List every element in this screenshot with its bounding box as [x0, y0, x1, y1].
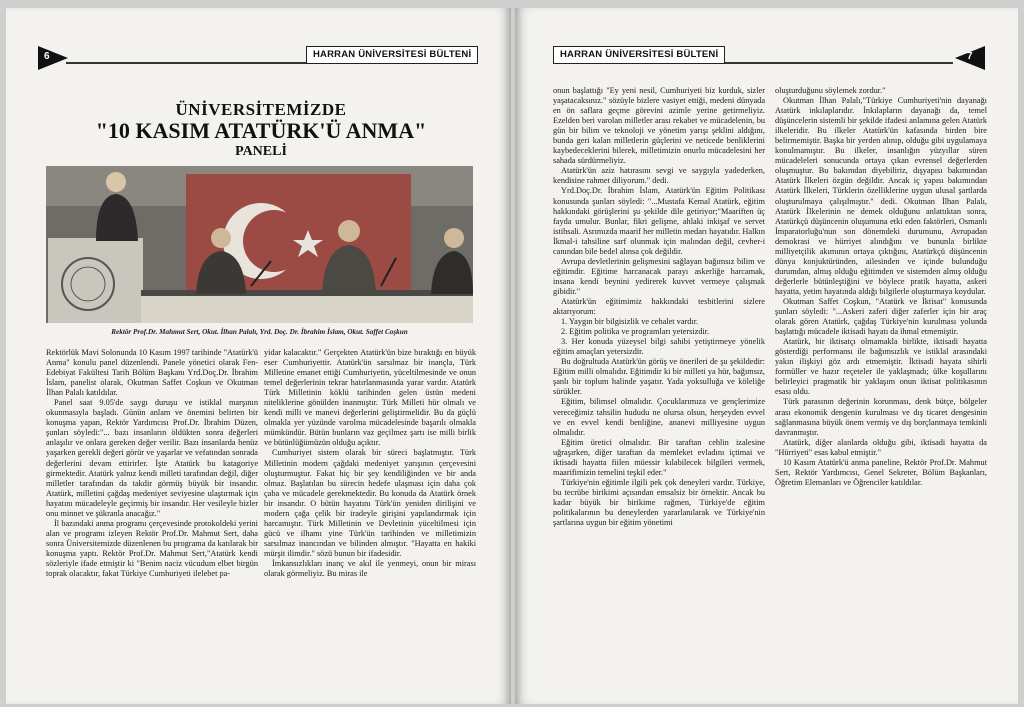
header-rule-right [725, 62, 953, 64]
paragraph: Bu doğrultuda Atatürk'ün görüş ve önerileri de şu şekildedir: Eğitim milli olmalıdır. Eğitimdir ki bir milleti ya hür, bağımsız, şanlı bir toplum halinde yaşatır. Yada yoksulluğa ve köleliğe sürükler. [553, 357, 765, 397]
paragraph: Eğitim üretici olmalıdır. Bir taraftan cehlin izalesine uğraşırken, diğer taraftan da memleket evladını içtimai ve iktisadi hayatta fiilen müessir kılabilecek bilgileri vermek, maarifimizin temelini teşkil eder." [553, 437, 765, 477]
paragraph: 10 Kasım Atatürk'ü anma paneline, Rektör Prof.Dr. Mahmut Sert, Rektör Yardımcısı, Genel Sekreter, Bölüm Başkanları, Öğretim Elemanları ve Öğrenciler katıldılar. [775, 457, 987, 487]
paragraph: Yrd.Doç.Dr. İbrahim İslam, Atatürk'ün Eğitim Politikası konusunda şunları söyledi: "...Mustafa Kemal Atatürk, eğitim hakkındaki görüşlerini şu şekilde dile getiriyor;"Maariften üç fayda umulur. Bunlar, fikri gelişme, ahlaki inkişaf ve servet istihsali. Asrımızda maarif her milletin medarı hayatıdır. Halkın İkmal-i tahsiline sarf olunmak için malından değil, cevher-i canından bile bedel alınsa çok değildir. [553, 186, 765, 256]
paragraph: oluşturduğunu söylemek zordur." [775, 86, 886, 95]
list-item: 2. Eğitim politika ve programları yetersizdir. [561, 327, 710, 337]
paragraph: Okutman İlhan Palalı,"Türkiye Cumhuriyeti'nin dayanağı Atatürk inkılaplarıdır. İnkılapların dayanağı da, temel düşüncelerin sistemli bir şekilde ifadesi anlamına gelen Atatürk ilkeleridir. Bu ilkeler Atatürk'ün kafasında birden bire belirmemiştir. Başka bir yerden alınıp, olduğu gibi uygulamaya konulmamıştır. Bu ilkeler, insanlığın yüzyıllar süren mücadeleleri sonucunda ortaya çıkan evrensel değerlerden oluşmuştur. Bu bakımdan diyebiliriz, dışyapısı bakımından Atatürk İlkeleri özgün değildir. Ancak iç yapısı bakımından Atatürk İlkeleri, Türklerin özelliklerine uygun ulusal şartlarda oluşturulmaya çalışılmıştır." dedi. Okutman İlhan Palalı, Atatürk İlkelerinin ne demek olduğunu anlattıktan sonra, Atatürkçü düşüncenin oluşumuna etki eden faktörleri, Osmanlı İmparatorluğu'nun son dönemdeki durumunu, Avrupadan demokrasi ve hürriyet alındığını ve bununla birlikte milliyetçilik akımının ortaya çıktığını, Atatürkçü düşüncenin dünya konjuktüründen, ailesinden ve içinde bulunduğu durumdan, almış olduğu eğitimden ve sistemden almış olduğu değerlerle bütünleştiğini ve böylece pratik hayatta, askeri hayatta, yetim hayatında aldığı bilgilerle oluşturmaya koydular. [775, 96, 987, 296]
paragraph: Eğitim, bilimsel olmalıdır. Çocuklarımıza ve gençlerimize vereceğimiz tahsilin hududu ne olursa olsun, herşeyden evvel ve en evvel kendi benliğine, ananevi milliyesine uygun olmalıdır. [553, 397, 765, 437]
paragraph: Panel saat 9.05'de saygı duruşu ve istiklal marşının okunmasıyla başladı. Günün anlam ve önemini belirten bir konuşma yapan, Rektör Yardımcısı Prof.Dr. İbrahim Düzen, şunları söyledi:"... bazı insanların öldükten sonra değerleri anlaşılır ve onlara gereken değer verilir. Bazı insanlarda henüz yaşarken gerekli değeri görür ve yaşarlar ve vefatından sonrada değerlerini devam ettirirler. İşte Atatürk bu katagoriye girmektedir. Atatürk yalnız kendi milleti tarafından değil, diğer milletler tarafından da takdir görmüş büyük bir insandır. Atatürk, milletini çağdaş medeniyet seviyesine ulaştırmak için hayatını mücadeleyle geçirmiş bir insandır. Her vesileyle bizler onu minnet ve şükranla anacağız." [46, 398, 258, 518]
page-number-marker-right [955, 46, 985, 70]
page-number-right: 7 [967, 51, 973, 62]
paragraph: Atatürk, bir iktisatçı olmamakla birlikte, iktisadi hayatta gösterdiği performansı ile bağımsızlık ve istiklal arasındaki yakın ilişkiyi göz ardı etmemiştir. İktisadi hayata sihirli formüller ve hazır reçeteler ile yaklaşmadı; ülke koşullarını belirleyici pragmatik bir yaklaşım onun iktisat politikasının esası oldu. [775, 337, 987, 397]
left-page [6, 8, 511, 704]
paragraph: Cumhuriyet sistem olarak bir süreci başlatmıştır. Türk Milletinin modern çağdaki medeniyet yarışının çerçevesini oluşturmuştur. Fakat hiç bir şey kendiliğinden ve bir anda olmaz. Başlatılan bu sürecin hedefe ulaşması için daha çok çaba ve mücadele gerekmektedir. Bu konuda da Atatürk örnek bir insandır. O bütün hayatını Türk'ün yeniden dirilişini ve modern çağa çelik bir iradeyle girişini yapılandırmak için harcamıştır. Türk Milletinin ve Devletinin yüceltilmesi için gücü ve ilhamı yine Türk'ün tarihinden ve milletimizin sarsılmaz inancından ve bilinden almıştır. "Hayatta en hakiki mürşit ilimdir." sözü bunun bir ifadesidir. [264, 448, 476, 558]
photo-caption: Rektör Prof.Dr. Mahmut Sert, Okut. İlhan Palalı, Yrd. Doç. Dr. İbrahim İslam, Okut. Saffet Coşkun [111, 328, 408, 336]
left-column-2 [264, 348, 476, 579]
paragraph: Avrupa devletlerinin gelişmesini sağlayan bağımsız bilim ve eğitimdir. Eğitime harcanacak parayı askerliğe harcamak, insana kendi beynini yedirerek kuvvet vermeye çalışmak gibidir." [553, 256, 765, 296]
bulletin-header-right: HARRAN ÜNİVERSİTESİ BÜLTENİ [553, 46, 725, 64]
paragraph: Atatürk'ün eğitimimiz hakkındaki tesbitlerini sizlere aktarıyorum: [553, 296, 765, 317]
paragraph: İmkansızlıkları inanç ve akıl ile yenmeyi, onun bir mirası olarak görmeliyiz. Bu miras ile [264, 558, 476, 579]
panel-photo-illustration [46, 166, 473, 323]
page-number-left: 6 [44, 51, 50, 62]
right-column-1 [553, 86, 765, 528]
paragraph: Rektörlük Mavi Solonunda 10 Kasım 1997 tarihinde "Atatürk'ü Anma" konulu panel düzenlendi. Panele yönetici olarak Fen-Edebiyat Fakültesi Tarih Bölüm Başkanı Yrd.Doç.Dr. İbrahim İslam, panelist olarak, Okutman Saffet Coşkun ve Okutman İlhan Palalı katıldılar. [46, 348, 258, 398]
paragraph: İl bazındaki anma programı çerçevesinde protokoldeki yerini alan ve programı izleyen Rektör Prof.Dr. Mahmut Sert, daha sonra Üniversitemizde düzenlenen bu programa da katılarak bir konuşma yaptı. Rektör Prof.Dr. Mahmut Sert,"Atatürk kendi sözleriyle ifade etmiştir ki "Benim naciz vücudum elbet birgün toprak olacaktır, fakat Türkiye Cumhuriyeti ilelebet pa- [46, 518, 258, 579]
list-item: 1. Yaygın bir bilgisizlik ve cehalet vardır. [561, 317, 699, 327]
page-number-marker-left [38, 46, 68, 70]
right-page [515, 8, 1018, 704]
title-line-1: ÜNİVERSİTEMİZDE [175, 100, 347, 119]
paragraph: onun başlattığı "Ey yeni nesil, Cumhuriyeti biz kurduk, sizler yaşatacaksınız." sözüyle bizlere vasiyet ettiği, medeni dünyada en ön saflara geçme görevini azimle yerine getirmeliyiz. Ezelden beri varolan milletler arası rekabet ve mücadelenin, bu gün bir bilim ve teknoloji ve yönetim yarışı şeklini aldığını, bunda geri kalan milletlerin güçlerini ve neticede benliklerini kaybedeceklerini bilerek, milletimizin onurlu mücadelesini her sahada sürdürmeliyiz. [553, 86, 765, 166]
paragraph: Atatürk'ün aziz hatırasını sevgi ve saygıyla yadederken, kendisine rahmet diliyorum." dedi. [553, 166, 765, 186]
left-column-1 [46, 348, 258, 579]
paragraph: Okutman Saffet Coşkun, "Atatürk ve İktisat" konusunda şunları söyledi: "...Askeri zaferi diğer zaferler için bir araç olarak gören Atatürk, çağdaş Türkiye'nin kurulması yolunda başlattığı mücadele iktisadi hayatı da ihmal etmemiştir. [775, 296, 987, 337]
list-item: 3. Her konuda yüzeysel bilgi sahibi yetiştirmeye yönelik eğitim amaçları yetersizdir. [553, 337, 765, 357]
paragraph: Atatürk, diğer alanlarda olduğu gibi, iktisadi hayatta da "Hürriyeti" esas kabul etmiştir." [775, 437, 987, 457]
title-line-3: PANELİ [235, 144, 287, 159]
panel-table [141, 294, 473, 323]
header-rule-left [66, 62, 306, 64]
paragraph: Türkiye'nin eğitimle ilgili pek çok deneyleri vardır. Türkiye, bu tecrübe birikimi açısından emsalsiz bir örnektir. Ancak bu kadar büyük bir birikime rağmen, Türkiye'de eğitim politikalarının bu deneylerden yararlanılarak ve Türkiye'nin şartlarına uygun bir eğitim yönetimi [553, 477, 765, 528]
right-column-2 [775, 86, 987, 488]
title-line-2: "10 KASIM ATATÜRK'Ü ANMA" [95, 118, 427, 143]
panel-photo [46, 166, 473, 323]
paragraph: yidar kalacaktır." Gerçekten Atatürk'ün bize bıraktığı en büyük eser Cumhuriyettir. Atatürk'ün sarsılmaz bir inançla, Türk Milletine emanet ettiği Cumhuriyetin, yüceltilmesinde ve onun temel değerlerinin tekrar hatırlanmasında yarar vardır. Atatürk Türk Milletinin köklü tarihinden gelen üstün medeni niteliklerine gönülden inanmıştır. Türk Milleti hür olmalı ve kendi milli ve manevi değerlerini geliştirmelidir. Bu da güçlü olmakla yer yüzünde varolma mücadelesinde başarılı olmakla mümkündür. Bütün bunların vaz geçilmez şartı ise milli birlik ve bütünlüğümüzün olduğu açıktır. [264, 348, 476, 448]
paragraph: Türk parasının değerinin korunması, denk bütçe, bölgeler arası ekonomik dengenin kurulması ve dış ticaret dengesinin sağlanmasına büyük önem vermiş ve dış borçlanmaya temkinli davranmıştır. [775, 397, 987, 437]
bulletin-header-left: HARRAN ÜNİVERSİTESİ BÜLTENİ [306, 46, 478, 64]
